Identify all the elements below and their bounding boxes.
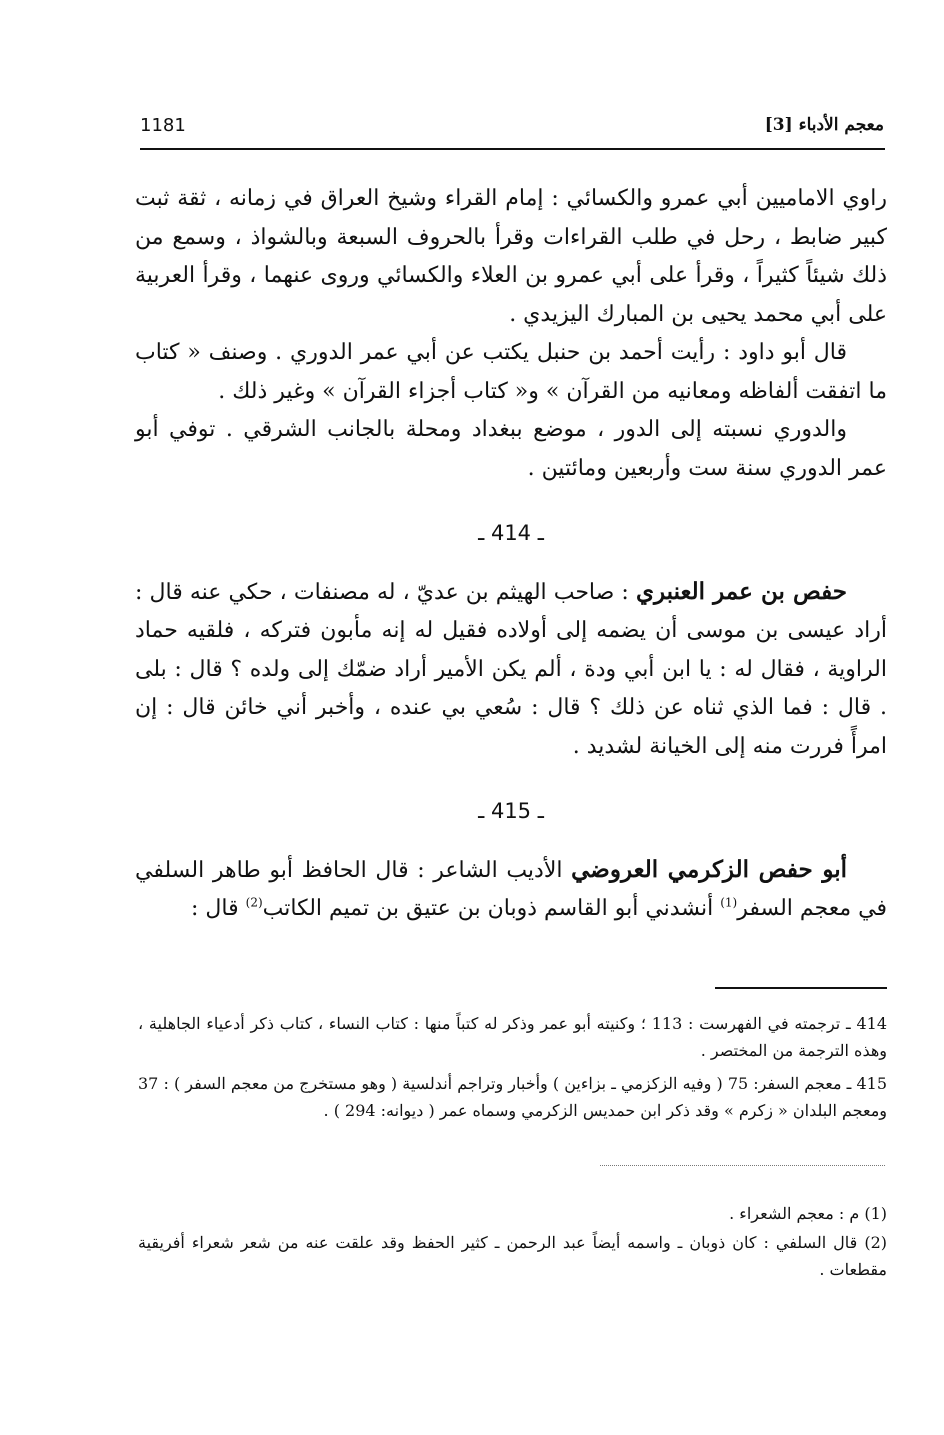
paragraph-duri: والدوري نسبته إلى الدور ، موضع ببغداد ومحلة بالجانب الشرقي . توفي أبو عمر الدوري سنة ست وأربعين ومائتين . bbox=[135, 417, 887, 481]
note-ref-1: (1) bbox=[720, 895, 738, 910]
entry-414-body: : صاحب الهيثم بن عديّ ، له مصنفات ، حكي عنه قال : أراد عيسى بن موسى أن يضمه إلى أولاده فقيل له إنه مأبون فتركه ، فلقيه حماد الراوية ، فقال له : يا ابن أبي ودة ، ألم يكن الأمير أراد ضمّك إلى ولده ؟ قال : بلى . قال : فما الذي ثناه عن ذلك ؟ قال : سُعي بي عنده ، وأخبر أني خائن قال : إن امرأً فررت منه إلى الخيانة لشديد . bbox=[135, 579, 887, 759]
numbered-notes bbox=[138, 1200, 887, 1285]
dotted-separator bbox=[600, 1165, 885, 1166]
source-footnotes bbox=[138, 1010, 887, 1130]
header-rule bbox=[140, 148, 885, 150]
page-header bbox=[140, 115, 884, 149]
entry-415-body-a: الأديب الشاعر : قال الحافظ أبو طاهر السلفي في معجم السفر bbox=[135, 857, 887, 921]
paragraph-rawi: راوي الاماميين أبي عمرو والكسائي : إمام القراء وشيخ العراق في زمانه ، ثقة ثبت كبير ضابط ، رحل في طلب القراءات وقرأ بالحروف السبعة وبالشواذ ، وسمع من ذلك شيئاً كثيراً ، وقرأ على أبي عمرو بن العلاء والكسائي وروى عنهما ، وقرأ العربية على أبي محمد يحيى بن المبارك اليزيدي . bbox=[135, 186, 887, 327]
entry-415-text bbox=[135, 851, 887, 929]
running-title: معجم الأدباء [3] bbox=[764, 115, 884, 135]
footnote-414: 414 ـ ترجمته في الفهرست : 113 ؛ وكنيته أبو عمر وذكر له كتباً منها : كتاب النساء ، كتاب ذكر أدعياء الجاهلية ، وهذه الترجمة من المختصر . bbox=[138, 1014, 888, 1060]
entry-number-415: ـ 415 ـ bbox=[478, 799, 544, 823]
entry-number-414: ـ 414 ـ bbox=[478, 521, 544, 545]
entry-415-body-b: أنشدني أبو القاسم ذوبان بن عتيق بن تميم الكاتب bbox=[262, 896, 721, 921]
note-ref-2: (2) bbox=[245, 895, 263, 910]
main-text bbox=[135, 180, 887, 929]
footnote-rule bbox=[715, 987, 887, 989]
note-1: (1) م : معجم الشعراء . bbox=[729, 1204, 887, 1223]
paragraph-abu-dawud: قال أبو داود : رأيت أحمد بن حنبل يكتب عن أبي عمر الدوري . وصنف « كتاب ما اتفقت ألفاظه ومعانيه من القرآن » و« كتاب أجزاء القرآن » وغير ذلك . bbox=[135, 340, 887, 404]
entry-414-name: حفص بن عمر العنبري bbox=[635, 577, 847, 605]
footnote-415: 415 ـ معجم السفر: 75 ( وفيه الزكزمي ـ بزاءين ) وأخبار وتراجم أندلسية ( وهو مستخرج من معجم السفر ) : 37 ومعجم البلدان « زكرم » وقد ذكر ابن حمديس الزكرمي وسماه عمر ( ديوانه: 294 ) . bbox=[138, 1074, 887, 1120]
entry-415-body-c: قال : bbox=[191, 896, 246, 921]
note-2: (2) قال السلفي : كان ذوبان ـ واسمه أيضاً عبد الرحمن ـ كثير الحفظ وقد علقت عنه من شعر شعراء أفريقية مقطعات . bbox=[138, 1233, 887, 1279]
page-number: 1181 bbox=[140, 115, 186, 136]
entry-415-name: أبو حفص الزكرمي العروضي bbox=[571, 855, 847, 883]
entry-414-text bbox=[135, 573, 887, 767]
